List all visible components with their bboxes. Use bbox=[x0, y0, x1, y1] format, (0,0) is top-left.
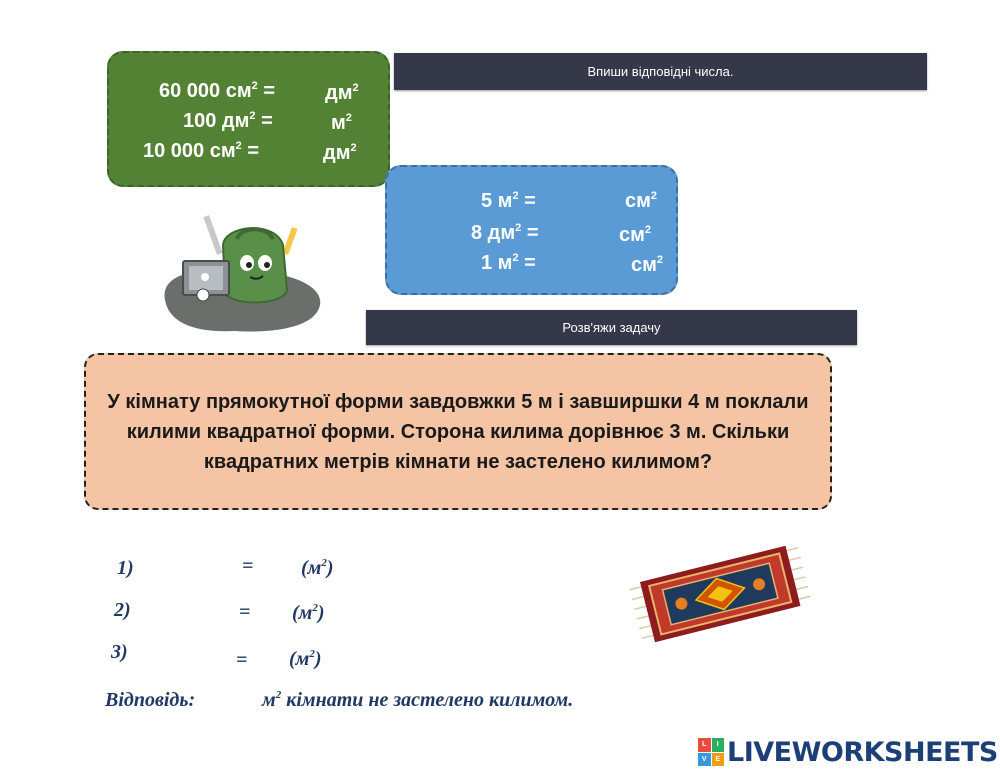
step-1-unit: $(м^2)$ bbox=[301, 557, 334, 579]
green-row-2-unit: $м^2$ bbox=[331, 112, 352, 134]
green-row-1-unit: $дм^2$ bbox=[325, 82, 359, 104]
blue-row-3-unit: $см^2$ bbox=[631, 254, 664, 276]
green-row-3-left: 10 000 $см^2$ = bbox=[143, 140, 260, 162]
instruction-bar-fill-numbers bbox=[394, 53, 927, 90]
step-3-number: 3) bbox=[111, 641, 128, 663]
word-problem-text: У кімнату прямокутної форми завдовжки 5 м і завширшки 4 м поклали килими квадратної форми. Сторона килима дорівнює 3 м. Скільки квадратних метрів кімнати не застелено килимом? bbox=[107, 390, 809, 473]
answer-sentence: $м^2$ кімнати не застелено килимом. bbox=[262, 689, 574, 711]
green-row-3-unit: $дм^2$ bbox=[323, 142, 357, 164]
blue-conversion-box bbox=[385, 165, 678, 295]
instruction-bar-solve-problem bbox=[366, 310, 857, 345]
step-2-unit: $(м^2)$ bbox=[292, 602, 325, 624]
liveworksheets-logo-mark: L I V E bbox=[698, 738, 724, 766]
blue-row-3-answer-input[interactable] bbox=[549, 251, 629, 273]
step-1-result-input[interactable] bbox=[262, 555, 298, 579]
mascot-hand bbox=[197, 289, 209, 301]
step-1-equals: = bbox=[242, 555, 254, 577]
green-conversion-box bbox=[107, 51, 390, 187]
word-problem-box bbox=[84, 353, 832, 510]
green-row-1-answer-input[interactable] bbox=[289, 79, 323, 101]
green-row-2-answer-input[interactable] bbox=[289, 109, 329, 131]
pencil-icon bbox=[282, 227, 297, 255]
blue-row-1-unit: $см^2$ bbox=[625, 190, 658, 212]
step-2-number: 2) bbox=[114, 599, 131, 621]
step-2-equals: = bbox=[239, 601, 251, 623]
green-row-3-answer-input[interactable] bbox=[277, 139, 321, 161]
step-1-number: 1) bbox=[117, 557, 134, 579]
step-3-expression-input[interactable] bbox=[143, 645, 231, 669]
answer-value-input[interactable] bbox=[218, 688, 258, 712]
green-row-2-left: 100 $дм^2$ = bbox=[183, 110, 273, 132]
liveworksheets-logo-text: LIVEWORKSHEETS bbox=[727, 736, 998, 768]
liveworksheets-logo bbox=[698, 736, 998, 768]
carpet-illustration bbox=[625, 538, 815, 648]
step-3-equals: = bbox=[236, 649, 248, 671]
step-3-unit: $(м^2)$ bbox=[289, 648, 322, 670]
blue-row-1-left: 5 $м^2$ = bbox=[481, 190, 536, 212]
ruler-icon bbox=[203, 215, 222, 255]
green-row-1-left: 60 000 $см^2$ = bbox=[159, 80, 276, 102]
instruction-bar-label: Впиши відповідні числа. bbox=[587, 64, 734, 79]
step-1-expression-input[interactable] bbox=[148, 555, 233, 579]
blue-row-2-unit: $см^2$ bbox=[619, 224, 652, 246]
blue-row-2-answer-input[interactable] bbox=[555, 221, 615, 243]
step-3-result-input[interactable] bbox=[255, 647, 287, 671]
blue-row-2-left: 8 $дм^2$ = bbox=[471, 222, 539, 244]
answer-label: Відповідь: bbox=[105, 689, 196, 711]
backpack-mascot-illustration bbox=[155, 205, 325, 335]
backpack-body bbox=[223, 228, 287, 302]
step-2-result-input[interactable] bbox=[258, 600, 290, 624]
step-2-expression-input[interactable] bbox=[146, 600, 234, 624]
blue-row-3-left: 1 $м^2$ = bbox=[481, 252, 536, 274]
instruction-bar-2-label: Розв'яжи задачу bbox=[562, 320, 661, 335]
blue-row-1-answer-input[interactable] bbox=[549, 189, 619, 211]
